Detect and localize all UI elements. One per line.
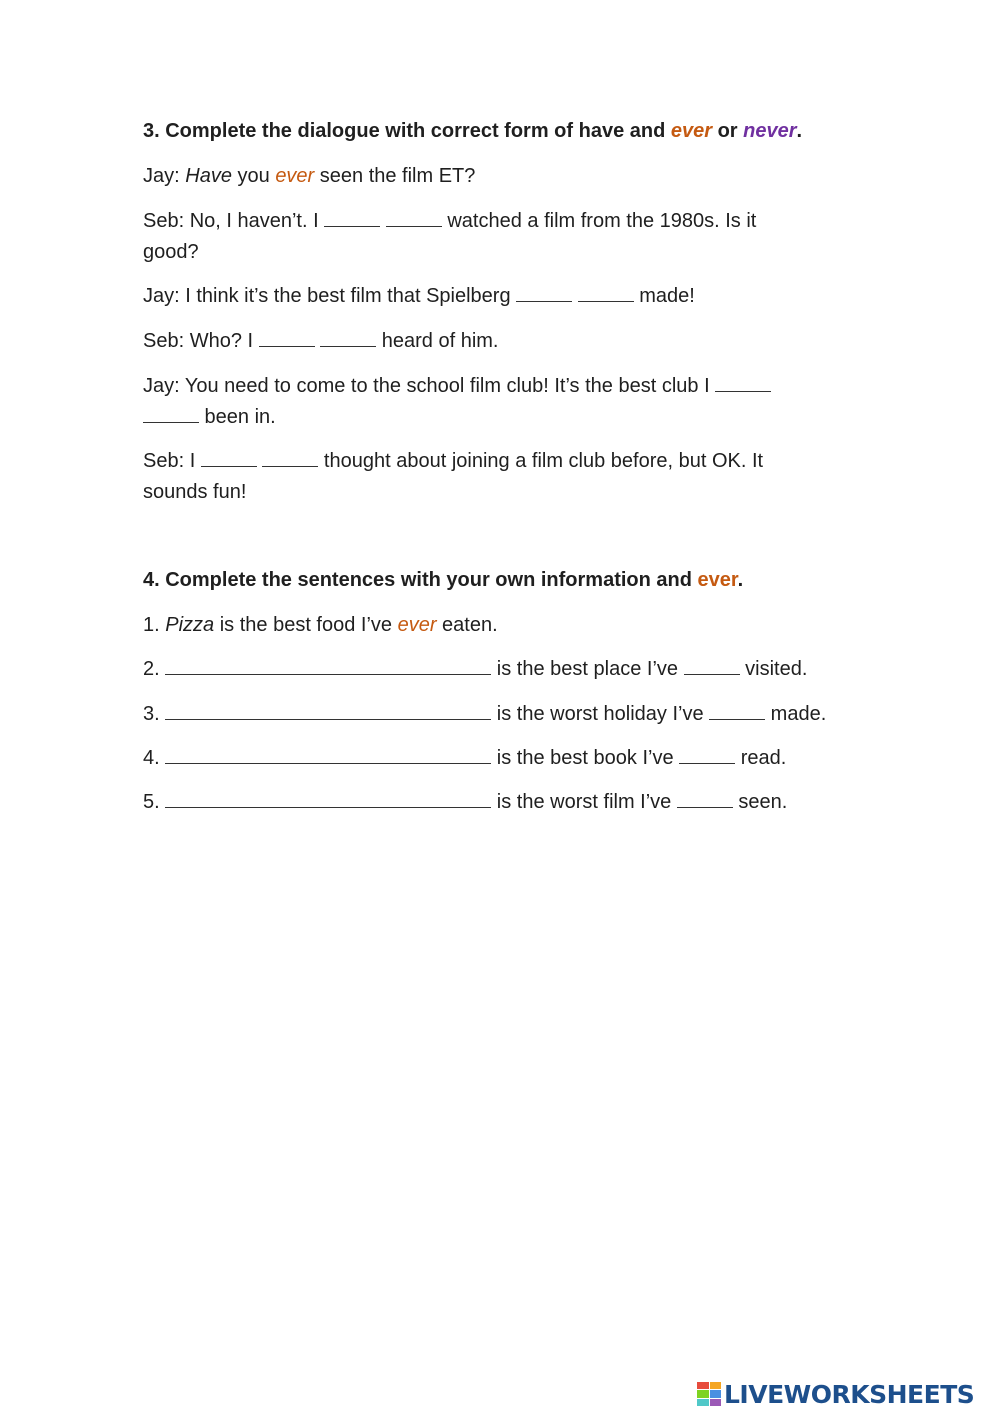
sentence-text: read. xyxy=(735,747,787,769)
dialogue-line-6 xyxy=(143,446,763,477)
heading-text: . xyxy=(737,569,744,591)
dialogue-text: good? xyxy=(143,241,199,263)
keyword-ever: ever xyxy=(275,165,315,187)
item-number: 5. xyxy=(143,791,166,813)
sentence-item-4 xyxy=(143,743,786,774)
dialogue-text: seen the film ET? xyxy=(314,165,476,187)
logo-block xyxy=(710,1399,722,1406)
dialogue-line-1 xyxy=(143,161,475,192)
answer-blank[interactable] xyxy=(259,329,315,347)
sentence-text: is the best book I’ve xyxy=(491,747,680,769)
dialogue-text: been in. xyxy=(199,406,276,428)
answer-blank[interactable] xyxy=(386,209,442,227)
dialogue-text: you xyxy=(231,165,276,187)
heading-text: or xyxy=(712,120,744,142)
item-number: 4. xyxy=(143,747,166,769)
sentence-text: made. xyxy=(765,703,827,725)
keyword-never: never xyxy=(743,120,797,142)
heading-text: 3. Complete the dialogue with correct form of have and xyxy=(143,120,671,142)
answer-blank[interactable] xyxy=(715,374,771,392)
dialogue-text: Seb: Who? I xyxy=(143,330,259,352)
dialogue-text: Jay: You need to come to the school film club! It’s the best club I xyxy=(143,375,716,397)
dialogue-text: Seb: No, I haven’t. I xyxy=(143,210,325,232)
sentence-text: is the best food I’ve xyxy=(214,614,398,636)
dialogue-text: Have xyxy=(185,165,232,187)
answer-blank[interactable] xyxy=(679,746,735,764)
answer-blank-long[interactable] xyxy=(165,702,491,720)
liveworksheets-logo-icon xyxy=(697,1382,721,1406)
answer-blank-long[interactable] xyxy=(165,790,491,808)
dialogue-line-5 xyxy=(143,371,771,402)
answer-blank[interactable] xyxy=(516,284,572,302)
sentence-item-2 xyxy=(143,654,807,685)
keyword-ever: ever xyxy=(697,569,738,591)
dialogue-text: made! xyxy=(633,285,695,307)
answer-blank[interactable] xyxy=(324,209,380,227)
dialogue-line-2-cont xyxy=(143,237,199,268)
liveworksheets-brand[interactable] xyxy=(697,1378,974,1410)
sentence-text: is the worst holiday I’ve xyxy=(491,703,710,725)
item-number: 3. xyxy=(143,703,166,725)
logo-block xyxy=(697,1382,709,1389)
answer-blank[interactable] xyxy=(201,449,257,467)
logo-block xyxy=(710,1390,722,1397)
example-sentence xyxy=(143,610,498,641)
answer-blank[interactable] xyxy=(143,405,199,423)
dialogue-line-5-cont xyxy=(143,402,276,433)
answer-blank-long[interactable] xyxy=(165,746,491,764)
sentence-item-5 xyxy=(143,787,787,818)
exercise-3-heading xyxy=(143,116,802,147)
dialogue-line-6-cont xyxy=(143,477,246,508)
heading-text: . xyxy=(796,120,803,142)
dialogue-text: thought about joining a film club before, but OK. It xyxy=(318,450,764,472)
answer-blank[interactable] xyxy=(578,284,634,302)
sentence-text: eaten. xyxy=(436,614,498,636)
answer-blank-long[interactable] xyxy=(165,657,491,675)
example-answer: Pizza xyxy=(165,614,215,636)
sentence-item-3 xyxy=(143,699,826,730)
speaker: Jay: xyxy=(143,165,186,187)
dialogue-line-2 xyxy=(143,206,756,237)
answer-blank[interactable] xyxy=(677,790,733,808)
logo-block xyxy=(697,1399,709,1406)
sentence-text: is the best place I’ve xyxy=(491,658,684,680)
logo-block xyxy=(710,1382,722,1389)
exercise-4-heading xyxy=(143,565,743,596)
answer-blank[interactable] xyxy=(684,657,740,675)
dialogue-text: sounds fun! xyxy=(143,481,247,503)
dialogue-text: Seb: I xyxy=(143,450,201,472)
answer-blank[interactable] xyxy=(709,702,765,720)
brand-name: LIVEWORKSHEETS xyxy=(724,1379,975,1409)
sentence-text: visited. xyxy=(739,658,808,680)
sentence-text: is the worst film I’ve xyxy=(491,791,677,813)
answer-blank[interactable] xyxy=(320,329,376,347)
item-number: 2. xyxy=(143,658,166,680)
answer-blank[interactable] xyxy=(262,449,318,467)
dialogue-line-3 xyxy=(143,281,695,312)
sentence-text: seen. xyxy=(732,791,788,813)
item-number: 1. xyxy=(143,614,166,636)
logo-block xyxy=(697,1390,709,1397)
dialogue-line-4 xyxy=(143,326,498,357)
dialogue-text: Jay: I think it’s the best film that Spielberg xyxy=(143,285,517,307)
dialogue-text: watched a film from the 1980s. Is it xyxy=(441,210,757,232)
keyword-ever: ever xyxy=(397,614,437,636)
keyword-ever: ever xyxy=(670,120,713,142)
heading-text: 4. Complete the sentences with your own information and xyxy=(143,569,698,591)
dialogue-text: heard of him. xyxy=(376,330,499,352)
